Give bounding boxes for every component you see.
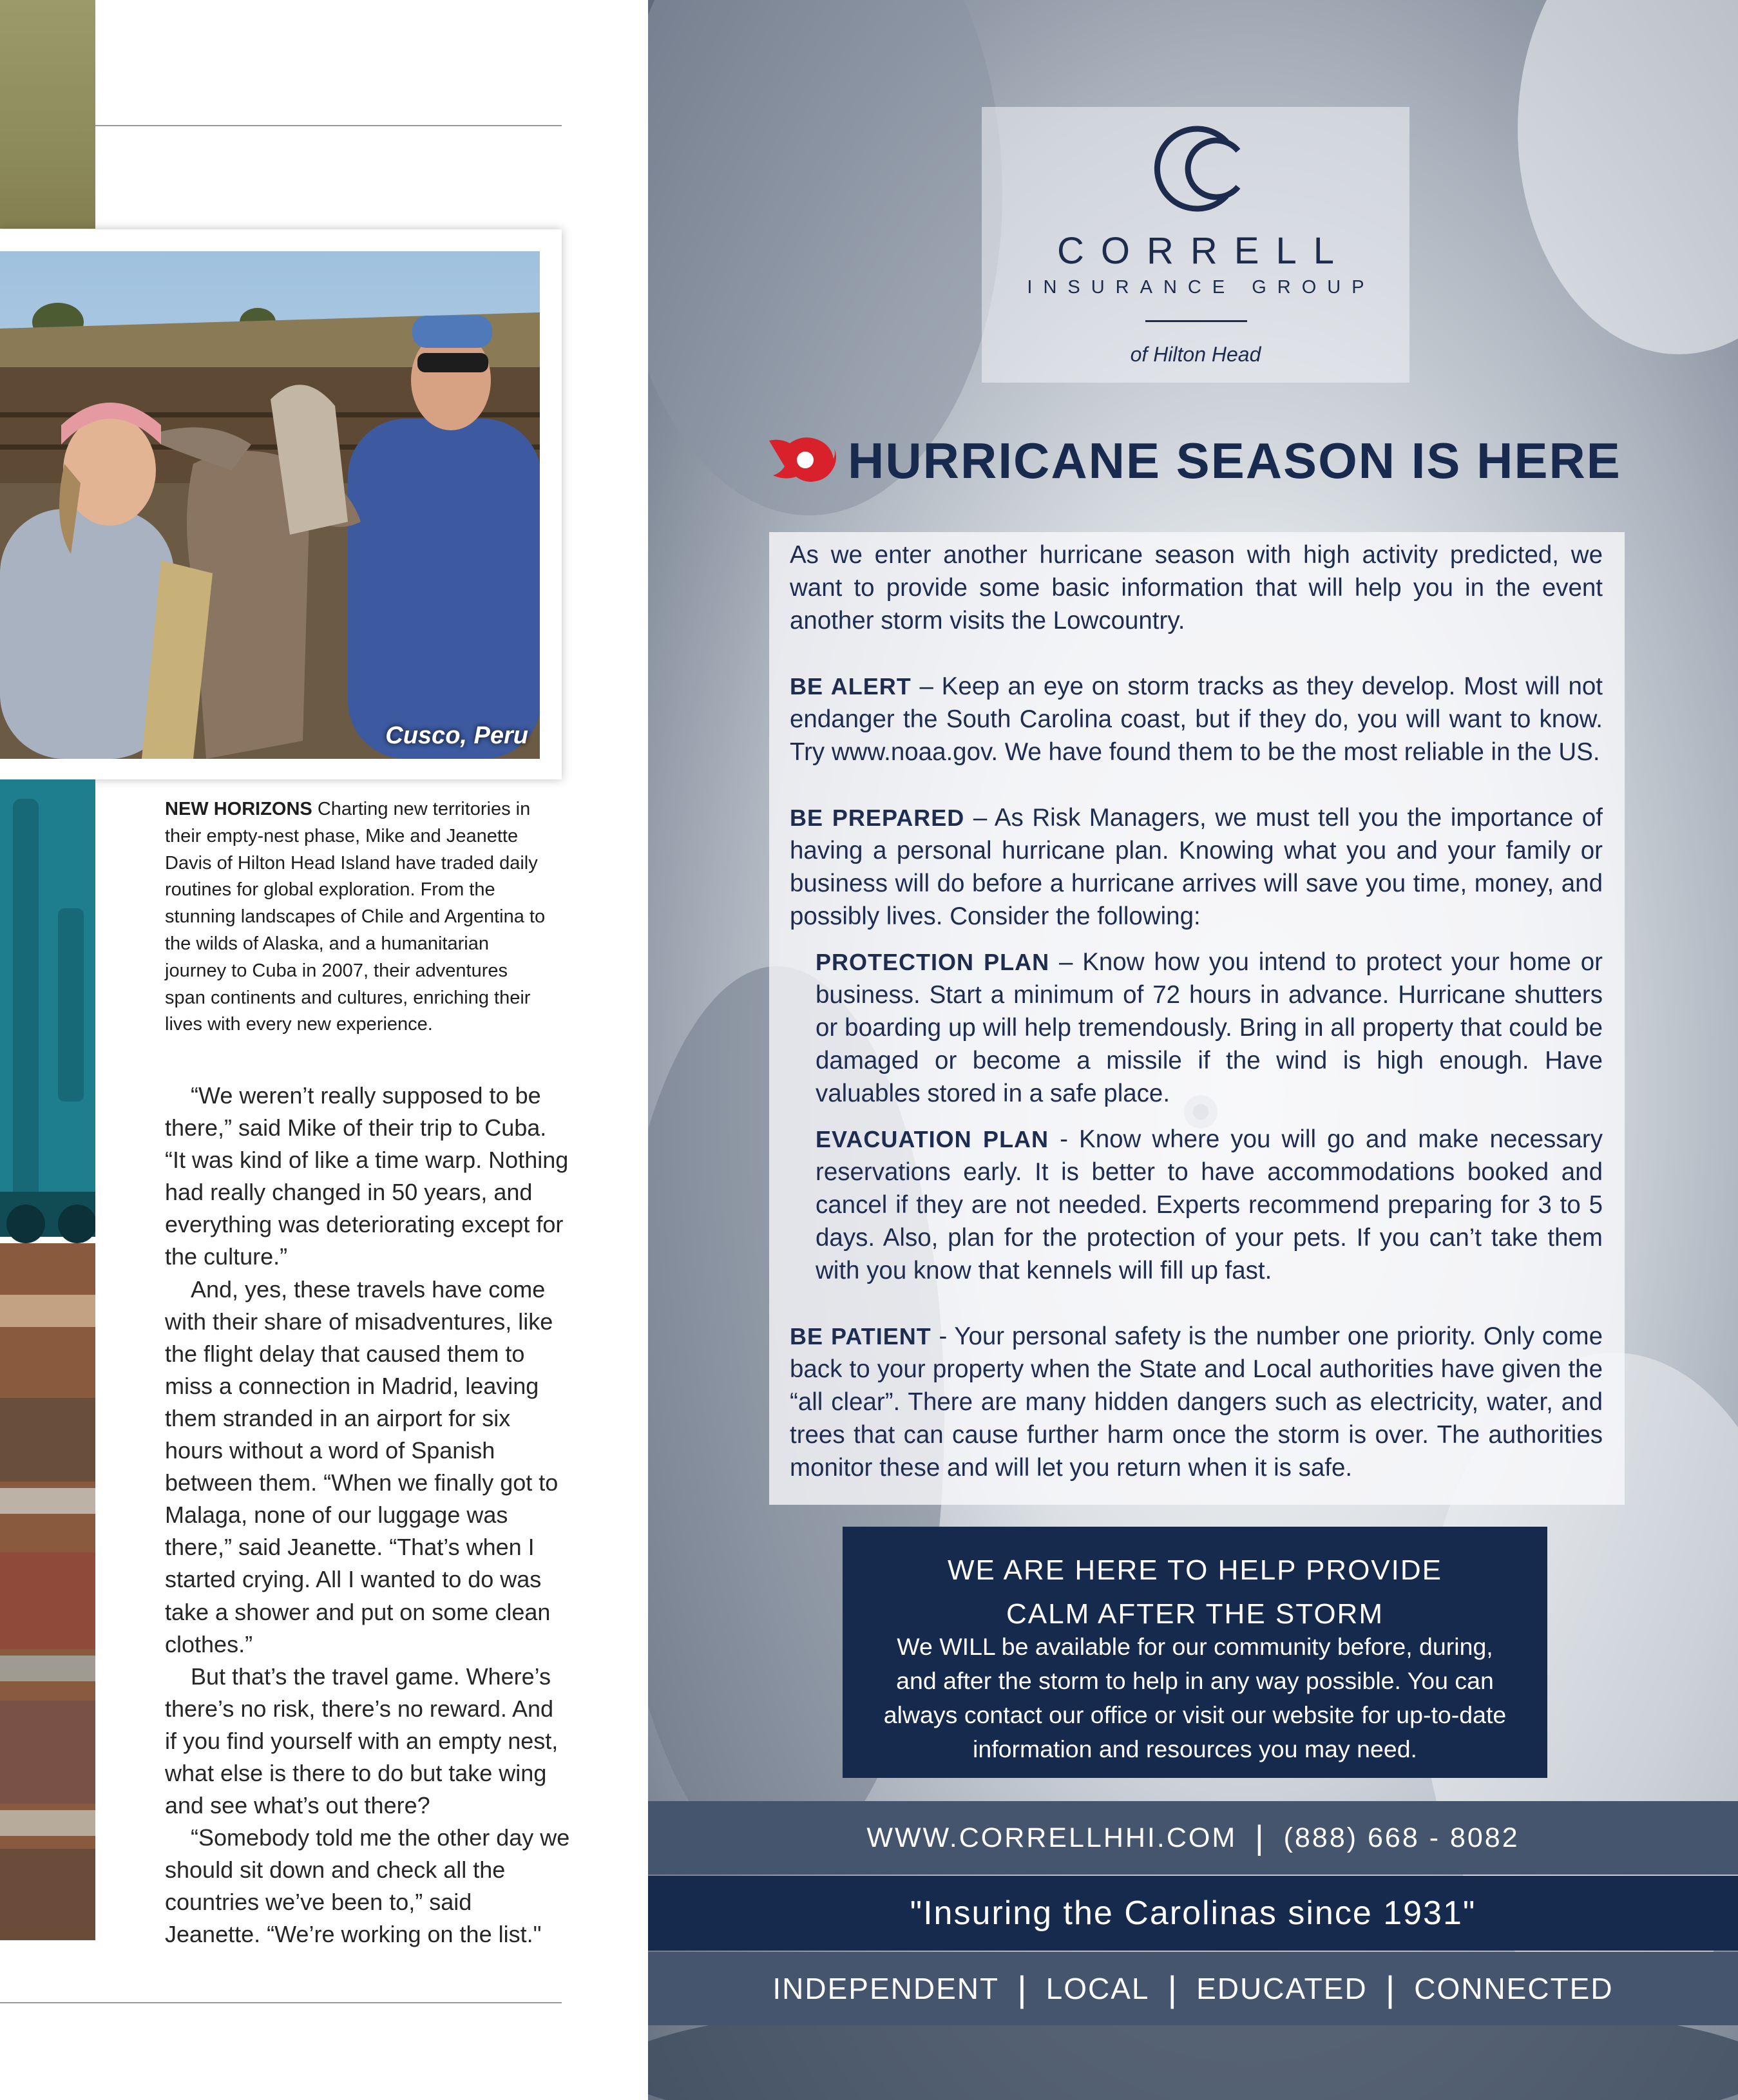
correll-ad bbox=[648, 0, 1738, 2100]
be-prepared-text: – As Risk Managers, we must tell you the importance of having a personal hurricane plan. Knowing what you and your family or business will do before a hurricane arrives will save you time, money, and possibly lives. Consider the following: bbox=[790, 804, 1603, 930]
top-rule bbox=[95, 125, 562, 126]
protection-plan-label: PROTECTION PLAN bbox=[816, 949, 1050, 975]
help-heading-line-1: WE ARE HERE TO HELP PROVIDE bbox=[948, 1554, 1442, 1586]
protection-plan-paragraph bbox=[816, 946, 1603, 1110]
protection-plan-text: – Know how you intend to protect your home or business. Start a minimum of 72 hours in advance. Hurricane shutters or boarding up will help tremendously. Bring in all property that could be damaged or become a missile if the wind is high enough. Have valuables stored in a safe place. bbox=[816, 948, 1603, 1107]
article-paragraph: But that’s the travel game. Where’s there’s no risk, there’s no reward. And if you find yourself with an empty nest, what else is there to do but take wing and see what’s out there? bbox=[165, 1663, 559, 1819]
be-patient-paragraph bbox=[790, 1320, 1603, 1484]
logo-divider bbox=[1145, 320, 1247, 322]
hurricane-icon bbox=[767, 433, 839, 484]
help-callout bbox=[843, 1527, 1547, 1778]
article-body bbox=[165, 1080, 571, 1951]
photo-frame bbox=[0, 229, 562, 779]
evacuation-plan-paragraph bbox=[816, 1123, 1603, 1287]
article-paragraph: And, yes, these travels have come with their share of misadventures, like the flight delay that caused them to miss a connection in Madrid, leaving them stranded in an airport for six hours without a word of Spanish between them. “When we finally got to Malaga, none of our luggage was there,” said Jeanette. “That’s when I started crying. All I wanted to do was take a shower and put on some clean clothes.” bbox=[165, 1275, 559, 1657]
photo-location-label: Cusco, Peru bbox=[385, 722, 528, 749]
headline: HURRICANE SEASON IS HERE bbox=[848, 432, 1621, 489]
photo-caption bbox=[165, 796, 551, 1038]
phone-number[interactable]: (888) 668 - 8082 bbox=[1283, 1822, 1520, 1853]
bottom-rule bbox=[0, 2002, 562, 2003]
evacuation-plan-text: - Know where you will go and make necessary reservations early. It is better to have accommodations booked and cancel if they are not needed. Experts recommend preparing for 3 to 5 days. Also, plan for the protection of your pets. If you can’t take them with you know that kennels will fill up fast. bbox=[816, 1125, 1603, 1284]
article-paragraph: “We weren’t really supposed to be there,” said Mike of their trip to Cuba. “It was kind of like a time warp. Nothing had really changed in 50 years, and everything was deteriorating except for the culture.” bbox=[165, 1082, 569, 1270]
evacuation-plan-label: EVACUATION PLAN bbox=[816, 1126, 1049, 1152]
logo-name: CORRELL bbox=[1057, 230, 1351, 272]
value-local: LOCAL bbox=[1046, 1972, 1150, 2005]
info-text bbox=[790, 539, 1603, 1517]
correll-c-icon bbox=[1143, 116, 1248, 222]
logo-subtitle: INSURANCE GROUP bbox=[1027, 277, 1375, 298]
contact-band bbox=[648, 1801, 1738, 1875]
values-separator: | bbox=[1385, 1968, 1397, 2009]
website-link[interactable]: WWW.CORRELLHHI.COM bbox=[866, 1822, 1237, 1853]
caption-text: Charting new territories in their empty-nest phase, Mike and Jeanette Davis of Hilton Head Island have traded daily routines for global exploration. From the stunning landscapes of Chile and Argentina to the wilds of Alaska, and a humanitarian journey to Cuba in 2007, their adventures span continents and cultures, enriching their lives with every new experience. bbox=[165, 799, 546, 1035]
correll-logo bbox=[982, 107, 1409, 383]
olive-photo-edge bbox=[0, 0, 95, 229]
logo-location: of Hilton Head bbox=[1130, 343, 1261, 366]
be-prepared-label: BE PREPARED bbox=[790, 805, 965, 831]
be-prepared-paragraph bbox=[790, 801, 1603, 933]
help-heading-line-2: CALM AFTER THE STORM bbox=[1006, 1598, 1384, 1630]
be-alert-label: BE ALERT bbox=[790, 673, 912, 700]
llama-photo bbox=[0, 251, 540, 759]
contact-separator: | bbox=[1255, 1819, 1266, 1857]
value-independent: INDEPENDENT bbox=[772, 1972, 1000, 2005]
tagline-band bbox=[648, 1876, 1738, 1951]
values-band bbox=[648, 1952, 1738, 2025]
values-separator: | bbox=[1017, 1968, 1028, 2009]
help-heading bbox=[843, 1549, 1547, 1636]
intro-paragraph: As we enter another hurricane season with high activity predicted, we want to provide some basic information that will help you in the event another storm visits the Lowcountry. bbox=[790, 541, 1603, 635]
be-patient-text: - Your personal safety is the number one priority. Only come back to your property when the State and Local authorities have given the “all clear”. There are many hidden dangers such as electricity, water, and trees that can cause further harm once the storm is over. The authorities monitor these and will let you return when it is safe. bbox=[790, 1322, 1603, 1482]
be-alert-paragraph bbox=[790, 670, 1603, 768]
caption-lead: NEW HORIZONS bbox=[165, 799, 312, 819]
info-box bbox=[769, 532, 1625, 1505]
left-page bbox=[0, 0, 648, 2100]
tagline: "Insuring the Carolinas since 1931" bbox=[910, 1895, 1476, 1932]
values-separator: | bbox=[1167, 1968, 1179, 2009]
luggage-photo-edge bbox=[0, 779, 95, 1940]
value-educated: EDUCATED bbox=[1196, 1972, 1368, 2005]
article-paragraph: “Somebody told me the other day we should sit down and check all the countries we’ve been to,” said Jeanette. “We’re working on the list." bbox=[165, 1824, 570, 1948]
be-alert-text: – Keep an eye on storm tracks as they develop. Most will not endanger the South Carolina coast, but if they do, you will want to know. Try www.noaa.gov. We have found them to be the most reliable in the US. bbox=[790, 673, 1603, 766]
be-patient-label: BE PATIENT bbox=[790, 1323, 931, 1350]
help-body: We WILL be available for our community before, during, and after the storm to help in any way possible. You can always contact our office or visit our website for up-to-date information and resources you may need. bbox=[883, 1633, 1507, 1762]
value-connected: CONNECTED bbox=[1414, 1972, 1614, 2005]
